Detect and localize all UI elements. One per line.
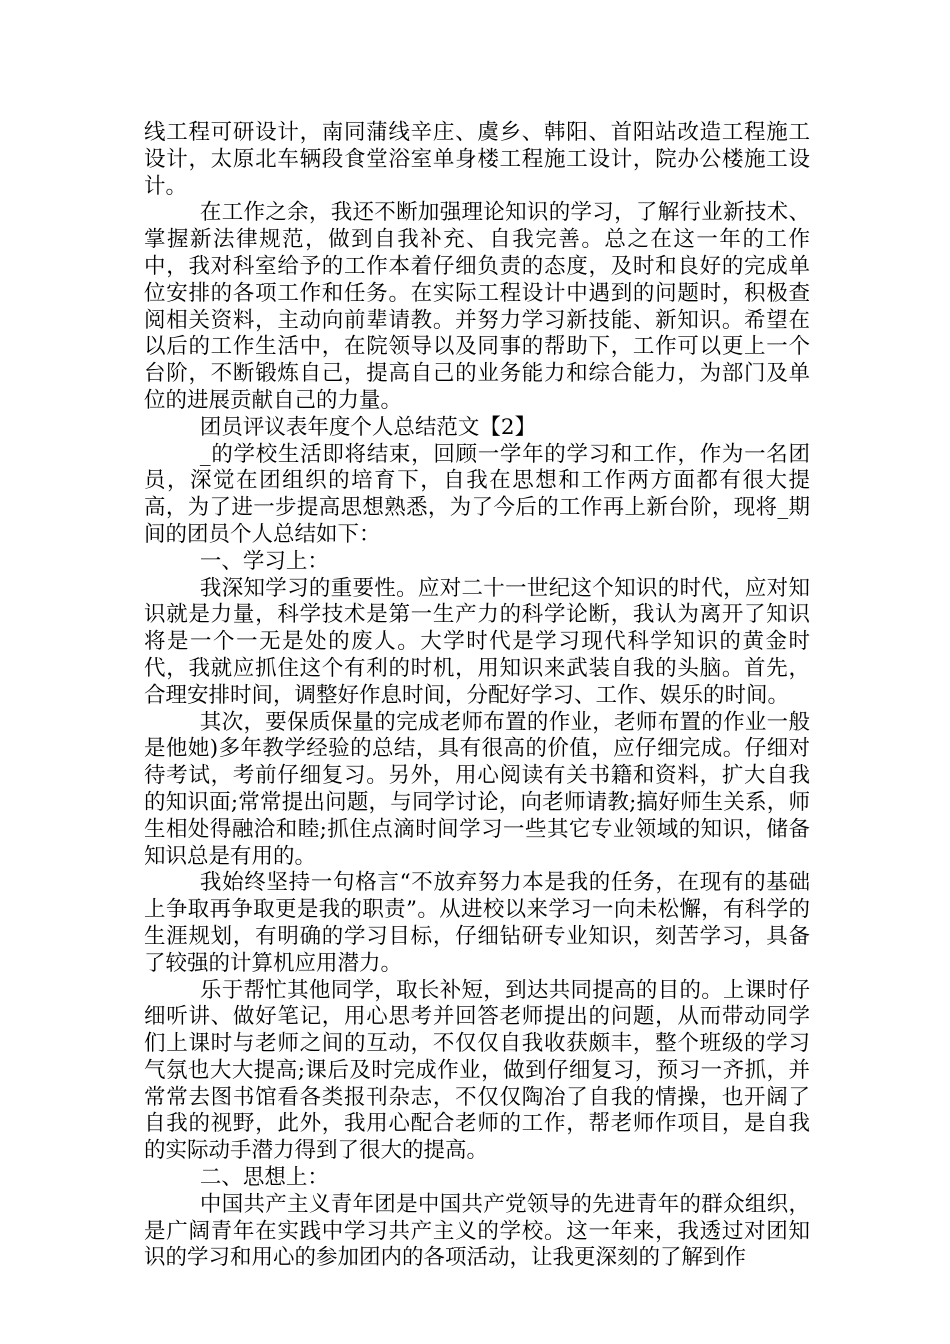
paragraph-work-summary: 在工作之余，我还不断加强理论知识的学习，了解行业新技术、掌握新法律规范，做到自我补充、自我完善。总之在这一年的工作中，我对科室给予的工作本着仔细负责的态度，及时和良好的完成单位安排的各项工作和任务。在实际工程设计中遇到的问题时，积极查阅相关资料，主动向前辈请教。并努力学习新技能、新知识。希望在以后的工作生活中，在院领导以及同事的帮助下，工作可以更上一个台阶，不断锻炼自己，提高自己的业务能力和综合能力，为部门及单位的进展贡献自己的力量。 — [144, 200, 810, 413]
paragraph-study-importance: 我深知学习的重要性。应对二十一世纪这个知识的时代，应对知识就是力量，科学技术是第一生产力的科学论断，我认为离开了知识将是一个一无是处的废人。大学时代是学习现代科学知识的黄金时代，我就应抓住这个有利的时机，用知识来武装自我的头脑。首先，合理安排时间，调整好作息时间，分配好学习、工作、娱乐的时间。 — [144, 575, 810, 708]
document-page — [144, 120, 810, 1272]
paragraph-intro: _的学校生活即将结束，回顾一学年的学习和工作，作为一名团员，深觉在团组织的培育下，自我在思想和工作两方面都有很大提高，为了进一步提高思想熟悉，为了今后的工作再上新台阶，现将_期间的团员个人总结如下： — [144, 441, 810, 547]
paragraph-helping-classmates: 乐于帮忙其他同学，取长补短，到达共同提高的目的。上课时仔细听讲、做好笔记，用心思考并回答老师提出的问题，从而带动同学们上课时与老师之间的互动，不仅仅自我收获颇丰，整个班级的学习气氛也大大提高;课后及时完成作业，做到仔细复习，预习一齐抓，并常常去图书馆看各类报刊杂志，不仅仅陶冶了自我的情操，也开阔了自我的视野，此外，我用心配合老师的工作，帮老师作项目，是自我的实际动手潜力得到了很大的提高。 — [144, 977, 810, 1164]
paragraph-league: 中国共产主义青年团是中国共产党领导的先进青年的群众组织，是广阔青年在实践中学习共产主义的学校。这一年来，我透过对团知识的学习和用心的参加团内的各项活动，让我更深刻的了解到作 — [144, 1191, 810, 1271]
heading-study: 一、学习上： — [199, 548, 329, 574]
paragraph-motto: 我始终坚持一句格言“不放弃努力本是我的任务，在现有的基础上争取再争取更是我的职责”。从进校以来学习一向未松懈，有科学的生涯规划，有明确的学习目标，仔细钻研专业知识，刻苦学习，具备了较强的计算机应用潜力。 — [144, 870, 810, 976]
section-title: 团员评议表年度个人总结范文【2】 — [199, 414, 537, 440]
paragraph-study-homework: 其次，要保质保量的完成老师布置的作业，老师布置的作业一般是他她)多年教学经验的总结，具有很高的价值，应仔细完成。仔细对待考试，考前仔细复习。另外，用心阅读有关书籍和资料，扩大自我的知识面;常常提出问题，与同学讨论，向老师请教;搞好师生关系，师生相处得融洽和睦;抓住点滴时间学习一些其它专业领域的知识，储备知识总是有用的。 — [144, 709, 810, 869]
paragraph-continuation: 线工程可研设计，南同蒲线辛庄、虞乡、韩阳、首阳站改造工程施工设计，太原北车辆段食堂浴室单身楼工程施工设计，院办公楼施工设计。 — [144, 120, 810, 199]
heading-thought: 二、思想上： — [199, 1165, 329, 1191]
